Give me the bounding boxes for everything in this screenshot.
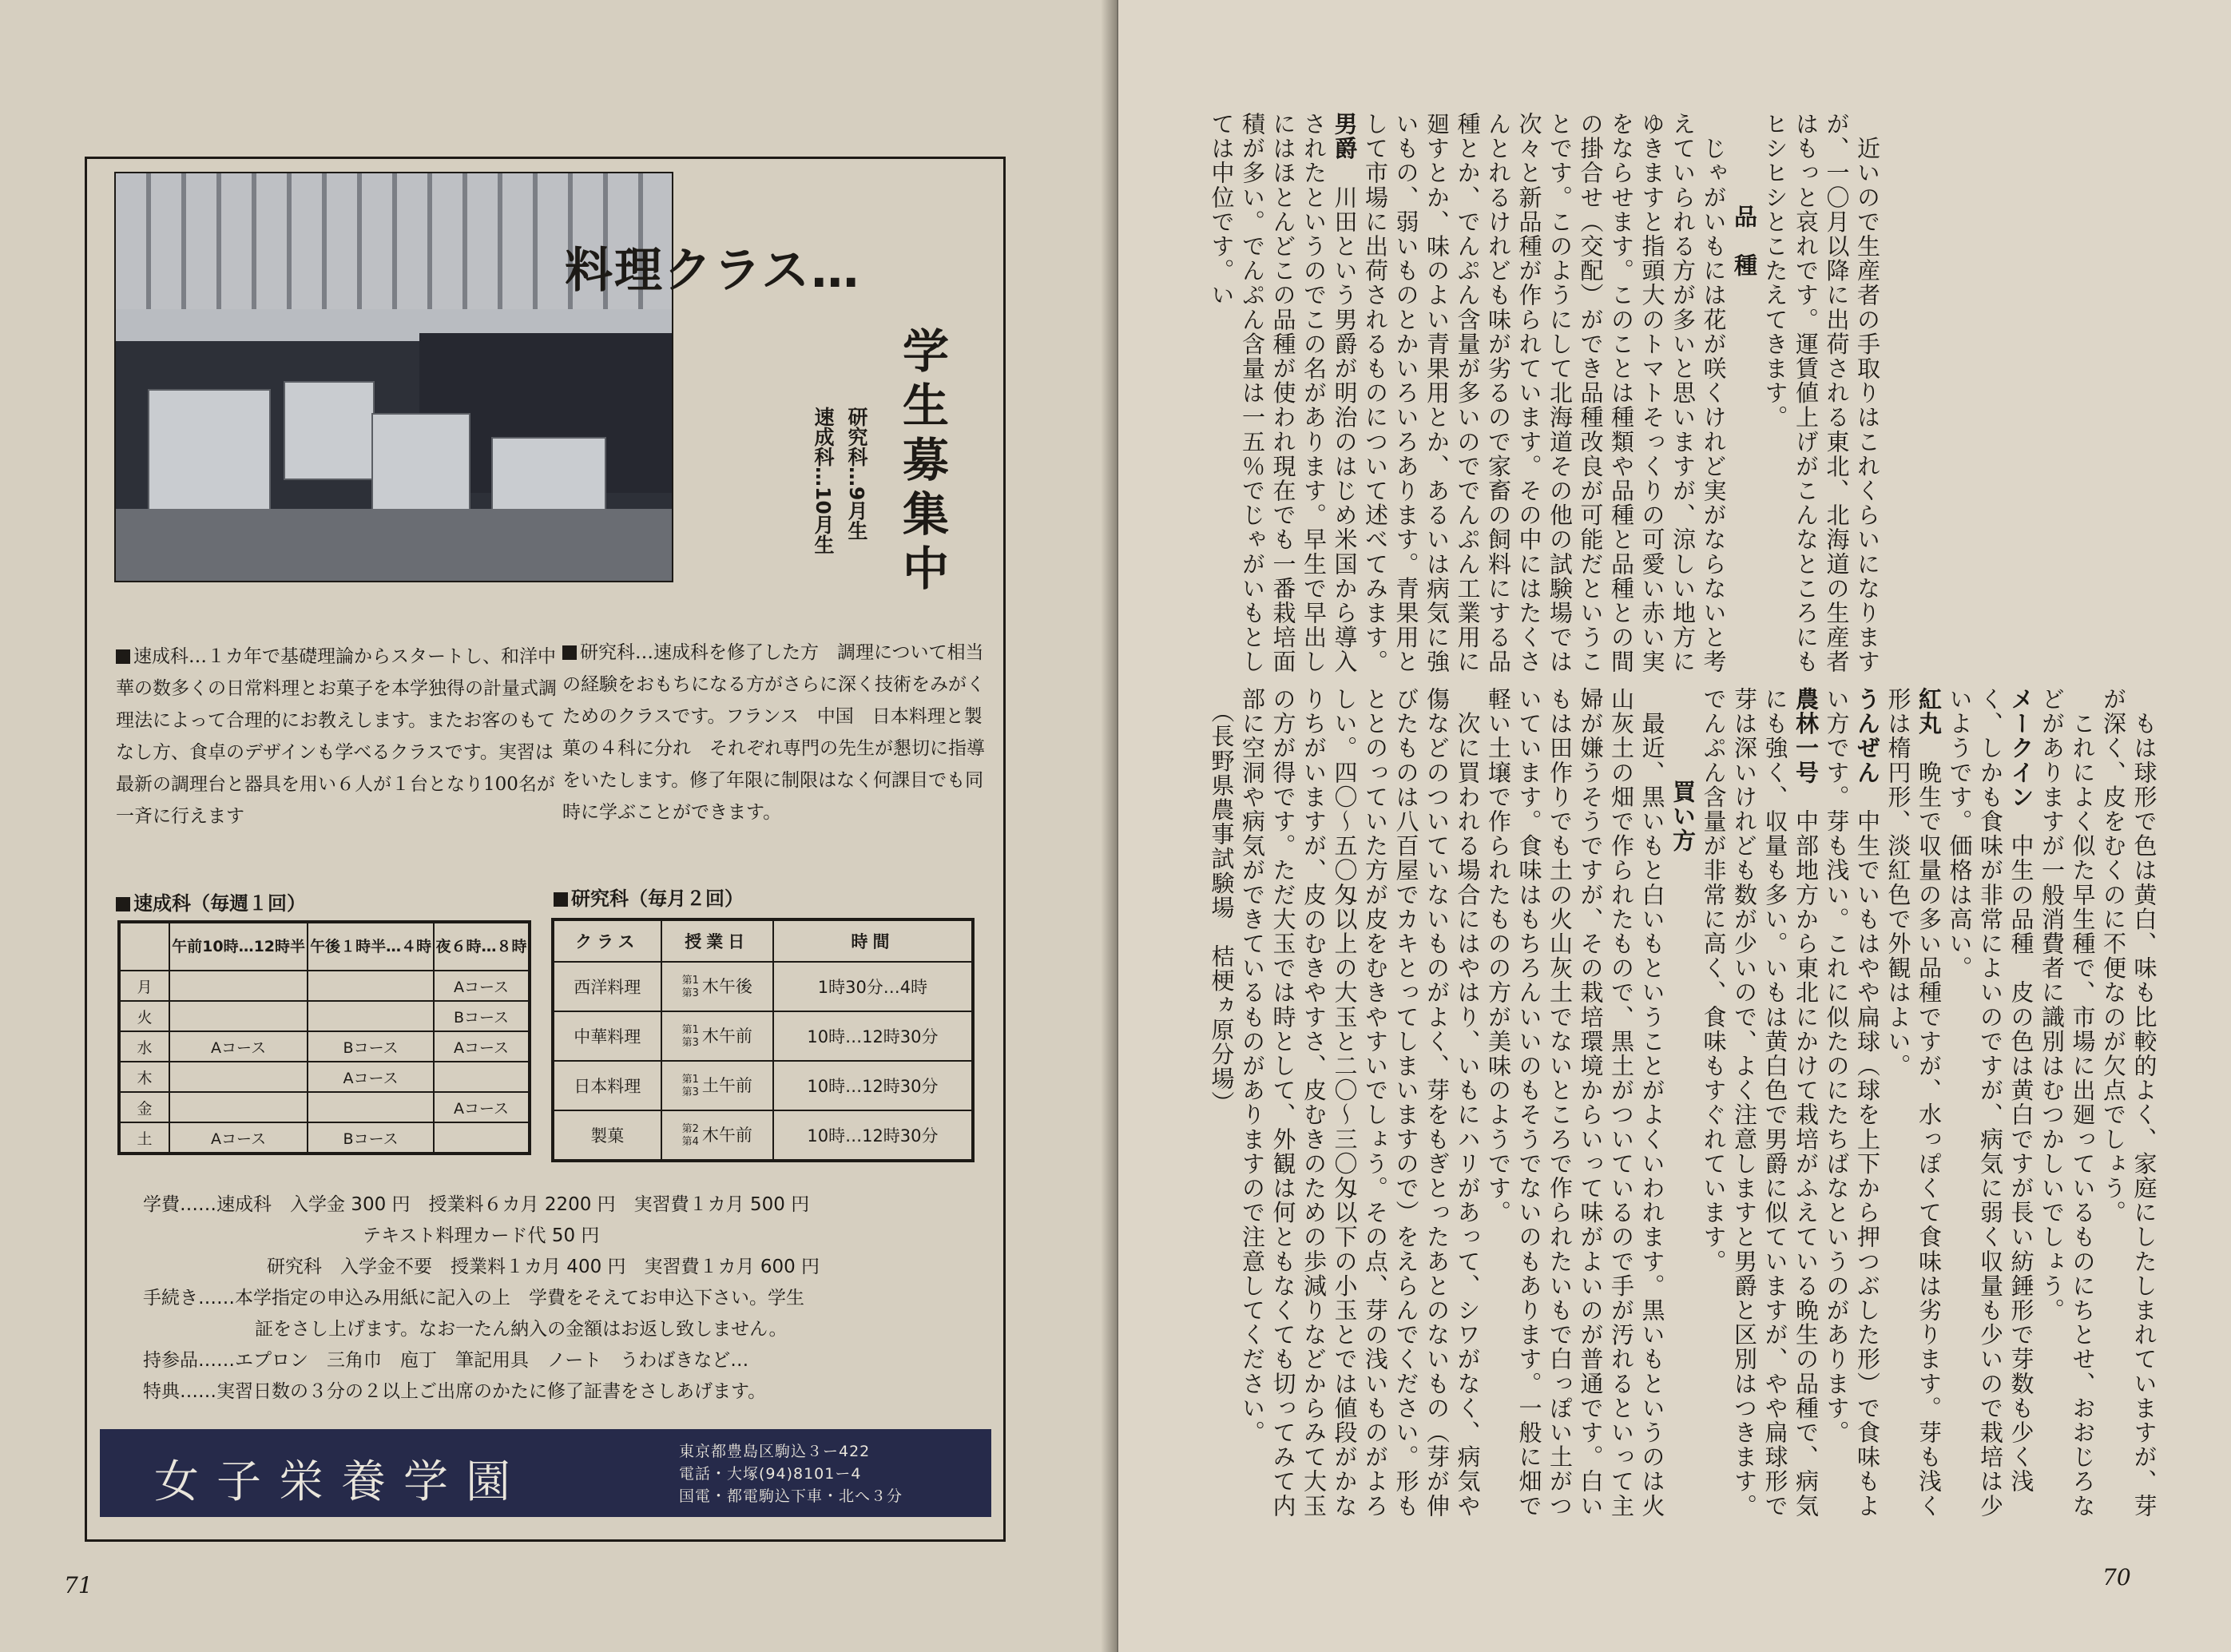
class-day-cell bbox=[661, 1061, 773, 1110]
class-time-cell: 1時30分…4時 bbox=[773, 962, 973, 1011]
school-name: 女子栄養学園 bbox=[154, 1456, 528, 1508]
variety-name: 農林一号 bbox=[1792, 687, 1820, 785]
course-cell: Bコース bbox=[434, 1001, 530, 1031]
article-upper-section bbox=[1206, 112, 1883, 687]
page-number-left: 71 bbox=[64, 1572, 93, 1598]
speed-table-header: 午後１時半…４時 bbox=[308, 922, 434, 971]
school-advertisement bbox=[85, 157, 1006, 1542]
table-row bbox=[553, 1011, 973, 1061]
table-row bbox=[553, 962, 973, 1011]
course-cell: Aコース bbox=[308, 1062, 434, 1092]
research-table-header: 授業日 bbox=[661, 919, 773, 962]
class-day-cell bbox=[661, 1011, 773, 1061]
weekday-cell: 木 bbox=[119, 1062, 169, 1092]
speed-course-description: 速成科…１カ年で基礎理論からスタートし、和洋中華の数多くの日常料理とお菓子を本学独得の計量式調理法によって合理的にお教えします。またお客のもてなし方、食卓のデザインも学べるクラスです。実習は最新の調理台と器具を用い６人が１台となり100名が一斉に行えます bbox=[116, 646, 557, 827]
research-course-schedule bbox=[551, 918, 975, 1162]
speed-course-schedule bbox=[117, 920, 531, 1155]
research-course-description: 研究科…速成科を修了した方 調理について相当の経験をおもちになる方がさらに深く技術をみがくためのクラスです。フランス 中国 日本料理と製菓の４科に分れ それぞれ専門の先生が懇切に指導をいたします。修了年限に制限はなく何課目でも同時に学ぶことができます。 bbox=[562, 642, 985, 823]
course-cell bbox=[308, 1001, 434, 1031]
course-cell: Aコース bbox=[434, 1092, 530, 1122]
class-name-cell: 日本料理 bbox=[553, 1061, 661, 1110]
speed-table-header bbox=[119, 922, 169, 971]
article-paragraph: （長野県農事試験場 桔梗ヵ原分場） bbox=[1208, 687, 1236, 1116]
research-table-header: 時間 bbox=[773, 919, 973, 962]
weekday-cell: 火 bbox=[119, 1001, 169, 1031]
class-day-cell bbox=[661, 1110, 773, 1161]
variety-name: メークイン bbox=[2007, 687, 2035, 809]
week-numbers: 第1 第3 bbox=[681, 974, 699, 999]
course-cell: Aコース bbox=[169, 1031, 308, 1062]
class-day-cell bbox=[661, 962, 773, 1011]
variety-name: 紅丸 bbox=[1915, 687, 1943, 737]
table-row bbox=[553, 1061, 973, 1110]
day-label: 木午前 bbox=[701, 1125, 752, 1145]
weekday-cell: 月 bbox=[119, 971, 169, 1001]
class-name-cell: 製菓 bbox=[553, 1110, 661, 1161]
school-address: 東京都豊島区駒込３ー422 電話・大塚(94)8101ー4 国電・都電駒込下車・北へ３分 bbox=[679, 1443, 903, 1505]
recruit-sub-speed: 速成科…10月生 bbox=[812, 407, 835, 554]
ad-heading: 料理クラス… bbox=[565, 243, 861, 299]
course-cell: Aコース bbox=[169, 1122, 308, 1154]
fees-line: テキスト料理カード代 50 円 bbox=[363, 1225, 600, 1246]
course-cell: Aコース bbox=[434, 1031, 530, 1062]
week-numbers: 第1 第3 bbox=[681, 1023, 699, 1049]
class-time-cell: 10時…12時30分 bbox=[773, 1110, 973, 1161]
speed-table-label: 速成科（毎週１回） bbox=[116, 888, 306, 915]
variety-paragraph: 男爵 川田という男爵が明治のはじめ米国から導入されたというのでこの名があります。早生で早出しにはほとんどこの品種が使われ現在でも一番栽培面積が多い。でんぷん含量は一五％でじゃがいもとしては中位です。い bbox=[1208, 112, 1359, 674]
weekday-cell: 金 bbox=[119, 1092, 169, 1122]
section-heading: 買い方 bbox=[1669, 780, 1697, 853]
table-row bbox=[119, 1092, 530, 1122]
course-cell: Bコース bbox=[308, 1031, 434, 1062]
variety-paragraph: うんぜん 中生でいもはやや扁球（球を上下から押つぶした形）で食味もよい方です。芽も浅い。これに似たのにたちばなというのがあります。 bbox=[1823, 687, 1881, 1519]
recruit-sub-research: 研究科…9月生 bbox=[845, 407, 868, 541]
course-cell bbox=[169, 1062, 308, 1092]
course-cell bbox=[434, 1062, 530, 1092]
article-paragraph: 最近、黒いもと白いもということがよくいわれます。黒いもというのは火山灰土の畑で作られたもので、黒土がついているので手が汚れるといって主婦が嫌うそうですが、その栽培環境からいって味がよいのが普通です。白いもは田作りでも土の火山灰土でないところで作られたいもで白っぽい土がついています。食味はもちろんいいのもそうでないのもあります。一般に畑で軽い土壌で作られたものの方が美味のようです。 bbox=[1485, 687, 1666, 1519]
weekday-cell: 土 bbox=[119, 1122, 169, 1154]
article-lower-section bbox=[1206, 687, 2160, 1534]
course-cell bbox=[308, 971, 434, 1001]
article-paragraph: これによく似た早生種で、市場に出廻っているものにちとせ、おおじろなどがありますが一般消費者に識別はむつかしいでしょう。 bbox=[2038, 687, 2097, 1519]
table-row bbox=[119, 971, 530, 1001]
day-label: 土午前 bbox=[701, 1075, 752, 1095]
speed-table-header: 夜６時…８時 bbox=[434, 922, 530, 971]
variety-name: うんぜん bbox=[1854, 687, 1881, 785]
course-cell: Bコース bbox=[308, 1122, 434, 1154]
fees-and-procedures bbox=[143, 1189, 990, 1408]
research-table-label: 研究科（毎月２回） bbox=[554, 883, 744, 911]
research-table-header: クラス bbox=[553, 919, 661, 962]
class-name-cell: 西洋料理 bbox=[553, 962, 661, 1011]
week-numbers: 第2 第4 bbox=[681, 1122, 699, 1148]
recruit-title: 学生募集中 bbox=[895, 327, 949, 598]
table-row bbox=[119, 1001, 530, 1031]
fees-line: 証をさし上げます。なお一たん納入の金額はお返し致しません。 bbox=[255, 1319, 788, 1340]
speed-table-header: 午前10時…12時半 bbox=[169, 922, 308, 971]
day-label: 木午後 bbox=[701, 976, 752, 996]
fees-line: 特典……実習日数の３分の２以上ご出席のかたに修了証書をさしあげます。 bbox=[143, 1381, 767, 1402]
school-name-banner bbox=[100, 1429, 991, 1517]
table-row bbox=[119, 1062, 530, 1092]
variety-paragraph: メークイン 中生の品種 皮の色は黄白ですが長い紡錘形で芽数も少く浅く、しかも食味が非常によいのですが、病気に弱く収量も少いので栽培は少いようです。価格は高い。 bbox=[1946, 687, 2035, 1519]
course-cell bbox=[308, 1092, 434, 1122]
table-row bbox=[553, 1110, 973, 1161]
course-cell bbox=[169, 1092, 308, 1122]
table-row bbox=[119, 1122, 530, 1154]
fees-line: 手続き……本学指定の申込み用紙に記入の上 学費をそえてお申込下さい。学生 bbox=[143, 1288, 804, 1308]
course-cell bbox=[169, 1001, 308, 1031]
class-time-cell: 10時…12時30分 bbox=[773, 1061, 973, 1110]
article-paragraph: 近いので生産者の手取りはこれくらいになりますが、一〇月以降に出荷される東北、北海道の生産者はもっと哀れです。運賃値上げがこんなところにもヒシヒシとこたえてきます。 bbox=[1761, 112, 1881, 674]
fees-line: 研究科 入学金不要 授業料１カ月 400 円 実習費１カ月 600 円 bbox=[267, 1257, 820, 1277]
fees-line: 学費……速成科 入学金 300 円 授業料６カ月 2200 円 実習費１カ月 500 円 bbox=[143, 1194, 810, 1215]
variety-name: 男爵 bbox=[1331, 112, 1359, 161]
article-paragraph: じゃがいもには花が咲くけれど実がならないと考えていられる方が多いと思いますが、涼しい地方にゆきますと指頭大のトマトそっくりの可愛い赤い実をならせます。このことは種類や品種と品種との間の掛合せ（交配）ができ品種改良が可能だということです。このようにして北海道その他の試験場では次々と新品種が作られています。その中にはたくさんとれるけれども味が劣るので家畜の飼料にする品種とか、でんぷん含量が多いのででんぷん工業用に廻すとか、味のよい青果用とか、あるいは病気に強いもの、弱いものとかいろいろあります。青果用として市場に出荷されるものについて述べてみます。 bbox=[1362, 112, 1728, 674]
class-time-cell: 10時…12時30分 bbox=[773, 1011, 973, 1061]
fees-line: 持参品……エプロン 三角巾 庖丁 筆記用具 ノート うわばきなど… bbox=[143, 1350, 749, 1371]
page-number-right: 70 bbox=[2102, 1564, 2131, 1590]
table-row bbox=[119, 1031, 530, 1062]
class-name-cell: 中華料理 bbox=[553, 1011, 661, 1061]
course-cell bbox=[169, 971, 308, 1001]
course-cell bbox=[434, 1122, 530, 1154]
article-paragraph: もは球形で色は黄白、味も比較的よく、家庭にしたしまれていますが、芽が深く、皮をむくのに不便なのが欠点でしょう。 bbox=[2100, 687, 2158, 1519]
day-label: 木午前 bbox=[701, 1026, 752, 1046]
week-numbers: 第1 第3 bbox=[681, 1073, 699, 1098]
weekday-cell: 水 bbox=[119, 1031, 169, 1062]
variety-paragraph: 農林一号 中部地方から東北にかけて栽培がふえている晩生の品種で、病気にも強く、収量も多い。いもは黄白色で男爵に似ていますが、やや扁球形で芽は深いけれども数が少いので、よく注意しますと男爵と区別はつきます。でんぷん含量が非常に高く、食味もすぐれています。 bbox=[1700, 687, 1820, 1519]
course-cell: Aコース bbox=[434, 971, 530, 1001]
variety-paragraph: 紅丸 晩生で収量の多い品種ですが、水っぽくて食味は劣ります。芽も浅く形は楕円形、淡紅色で外観はよい。 bbox=[1884, 687, 1943, 1519]
article-paragraph: 次に買われる場合にはやはり、いもにハリがあって、シワがなく、病気や傷などのついていないものがよく、芽をもぎとったあとのないもの（芽が伸びたものは八百屋でカキとってしまいますので）をえらんでください。形もととのっていた方が皮をむきやすいでしょう。その点、芽の浅いものがよろしい。四〇〜五〇匁以上の大玉と二〇〜三〇匁以下の小玉とでは値段がかなりちがいますが、皮のむきやすさ、皮むきのための歩減りなどからみて大玉の方が得です。ただ大玉では時として、外観は何ともなくても切ってみて内部に空洞や病気ができているものがありますので注意してください。 bbox=[1239, 687, 1482, 1519]
section-heading: 品 種 bbox=[1731, 205, 1758, 278]
